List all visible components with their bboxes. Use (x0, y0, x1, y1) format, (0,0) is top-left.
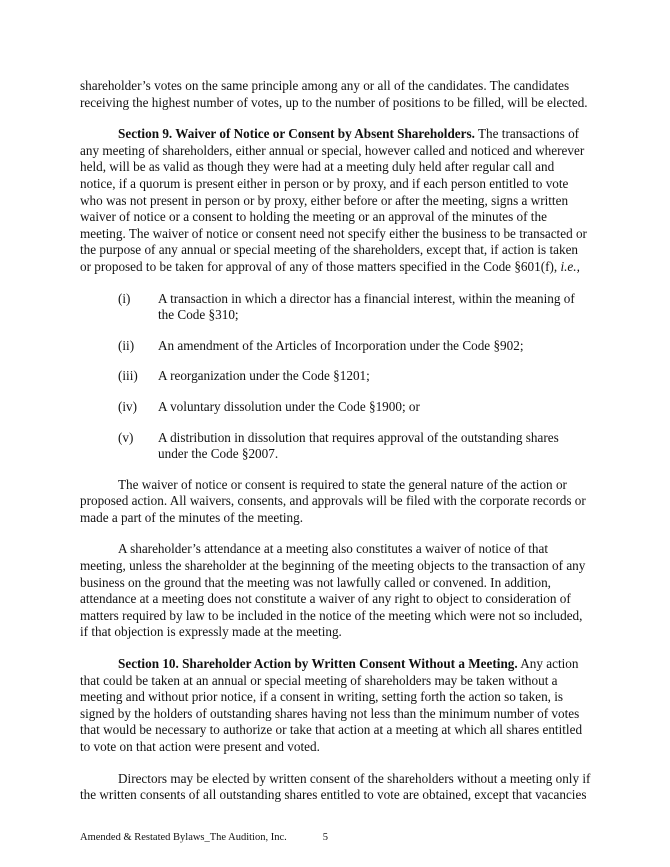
continuation-paragraph: shareholder’s votes on the same principle among any or all of the candidates. The candidates receiving the highest number of votes, up to the number of positions to be filled, will be elected. (80, 78, 588, 110)
section-10-body: Any action that could be taken at an annual or special meeting of shareholders may be taken without a meeting and without prior notice, if a consent in writing, setting forth the action so taken, is signed by the holders of outstanding shares having not less than the minimum number of votes that would be necessary to authorize or take that action at a meeting at which all shares entitled to vote on that action were present and voted. (80, 656, 583, 754)
list-item-number: (i) (118, 290, 131, 306)
list-item-number: (v) (118, 429, 134, 445)
attendance-waiver-paragraph: A shareholder’s attendance at a meeting also constitutes a waiver of notice of that meeting, unless the shareholder at the beginning of the meeting objects to the transaction of any business on the ground that the meeting was not lawfully called or convened. In addition, attendance at a meeting does not constitute a waiver of any right to object to consideration of matters required by law to be included in the notice of the meeting which were not so included, if that objection is expressly made at the meeting. (80, 541, 586, 640)
code-matters-list (118, 291, 592, 463)
list-item-text: An amendment of the Articles of Incorporation under the Code §902; (158, 337, 524, 353)
list-item (118, 430, 592, 463)
section-10-heading: Section 10. Shareholder Action by Written Consent Without a Meeting. (118, 656, 518, 672)
list-item (118, 368, 592, 385)
footer-title: Amended & Restated Bylaws_The Audition, Inc. (80, 832, 287, 843)
list-item-text: A voluntary dissolution under the Code §1900; or (158, 398, 420, 414)
list-item (118, 399, 592, 416)
list-item-text: A transaction in which a director has a financial interest, within the meaning of the Code §310; (158, 290, 575, 323)
page-number: 5 (322, 832, 329, 843)
list-item-number: (iv) (118, 398, 138, 414)
list-item-number: (iii) (118, 368, 138, 384)
document-page (80, 78, 592, 819)
section-9-ie: i.e., (560, 258, 580, 274)
section-9-heading: Section 9. Waiver of Notice or Consent by Absent Shareholders. (118, 126, 475, 142)
list-item (118, 291, 592, 324)
list-item (118, 338, 592, 355)
list-item-text: A distribution in dissolution that requires approval of the outstanding shares under the Code §2007. (158, 429, 559, 462)
waiver-nature-paragraph: The waiver of notice or consent is required to state the general nature of the action or proposed action. All waivers, consents, and approvals will be filed with the corporate records or made a part of the minutes of the meeting. (80, 476, 586, 525)
list-item-text: A reorganization under the Code §1201; (158, 368, 370, 384)
list-item-number: (ii) (118, 337, 135, 353)
page-footer (80, 832, 328, 844)
section-9-paragraph (80, 126, 592, 275)
section-10-paragraph (80, 656, 592, 756)
section-9-body: The transactions of any meeting of shareholders, either annual or special, however called and noticed and wherever held, will be as valid as though they were had at a meeting duly held after regular call and notice, if a quorum is present either in person or by proxy, and if each person entitled to vote who was not present in person or by proxy, either before or after the meeting, signs a written waiver of notice or a consent to holding the meeting or an approval of the minutes of the meeting. The waiver of notice or consent need not specify either the business to be transacted or the purpose of any annual or special meeting of the shareholders, except that, if action is taken or proposed to be taken for approval of any of those matters specified in the Code §601(f), (80, 126, 587, 274)
directors-election-paragraph: Directors may be elected by written consent of the shareholders without a meeting only if the written consents of all outstanding shares entitled to vote are obtained, except that vacancies (80, 770, 591, 803)
